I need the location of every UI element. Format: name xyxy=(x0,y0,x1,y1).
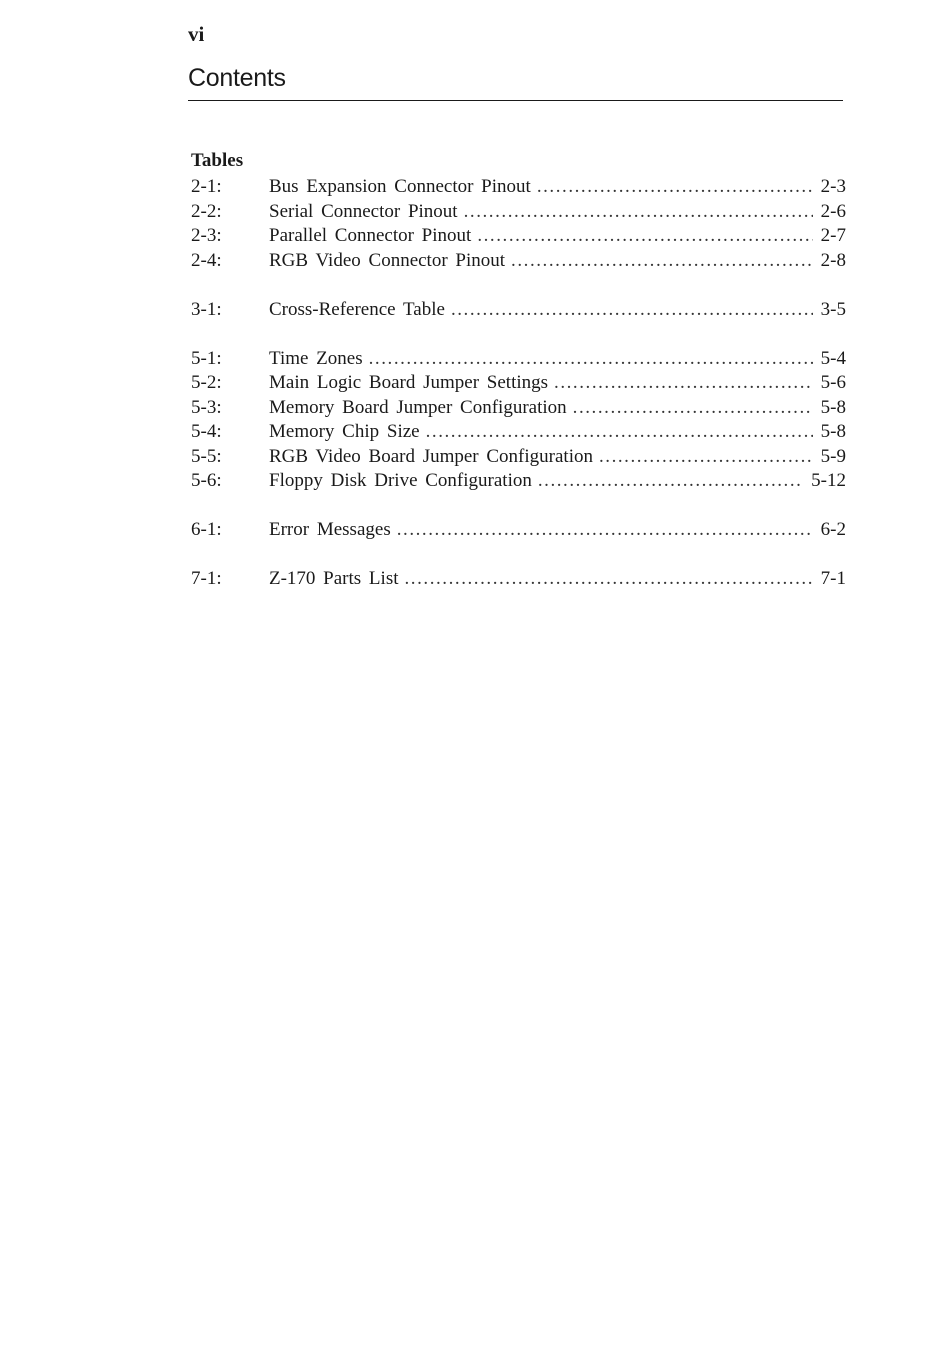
page-title: Contents xyxy=(188,64,286,92)
entry-page: 5-9 xyxy=(820,445,846,467)
entry-page: 6-2 xyxy=(820,519,846,540)
toc-entry-5-3[interactable] xyxy=(191,396,846,421)
entry-page: 5-8 xyxy=(820,396,846,418)
entry-number: 6-1: xyxy=(191,519,222,540)
entry-number: 5-3: xyxy=(191,396,222,418)
table-list xyxy=(191,175,846,592)
entry-number: 5-4: xyxy=(191,421,222,442)
entry-title: Parallel Connector Pinout xyxy=(269,225,472,246)
entry-title: RGB Video Connector Pinout xyxy=(269,249,506,271)
entry-number: 2-1: xyxy=(191,176,222,197)
toc-entry-3-1[interactable] xyxy=(191,298,846,323)
entry-title: Bus Expansion Connector Pinout xyxy=(269,176,531,197)
toc-entry-5-4[interactable] xyxy=(191,420,846,445)
dot-leader xyxy=(511,249,813,274)
entry-number: 5-6: xyxy=(191,470,222,491)
entry-page: 2-7 xyxy=(820,225,846,246)
entry-page: 5-4 xyxy=(820,347,846,369)
dot-leader xyxy=(405,567,813,592)
toc-entry-5-1[interactable] xyxy=(191,347,846,372)
entry-page: 2-3 xyxy=(820,176,846,197)
entry-page: 2-6 xyxy=(820,200,846,222)
entry-number: 3-1: xyxy=(191,298,222,320)
dot-leader xyxy=(369,347,813,372)
entry-page: 5-12 xyxy=(811,470,846,491)
toc-entry-2-1[interactable] xyxy=(191,175,846,200)
toc-entry-7-1[interactable] xyxy=(191,567,846,592)
entry-page: 3-5 xyxy=(820,298,846,320)
dot-leader xyxy=(451,298,813,323)
entry-title: Memory Chip Size xyxy=(269,421,420,442)
entry-page: 7-1 xyxy=(820,568,846,589)
dot-leader xyxy=(538,469,803,494)
toc-entry-2-3[interactable] xyxy=(191,224,846,249)
page-number: vi xyxy=(188,22,205,46)
entry-title: Z-170 Parts List xyxy=(269,568,399,589)
toc-entry-6-1[interactable] xyxy=(191,518,846,543)
entry-number: 5-5: xyxy=(191,445,222,467)
dot-leader xyxy=(537,175,813,200)
entry-number: 5-1: xyxy=(191,347,222,369)
entry-page: 5-8 xyxy=(820,421,846,442)
entry-number: 2-3: xyxy=(191,225,222,246)
dot-leader xyxy=(464,200,813,225)
entry-number: 7-1: xyxy=(191,568,222,589)
entry-title: Error Messages xyxy=(269,519,391,540)
dot-leader xyxy=(554,371,813,396)
entry-page: 2-8 xyxy=(820,249,846,271)
toc-entry-5-5[interactable] xyxy=(191,445,846,470)
entry-title: Time Zones xyxy=(269,347,363,369)
entry-title: RGB Video Board Jumper Configuration xyxy=(269,445,593,467)
toc-entry-5-2[interactable] xyxy=(191,371,846,396)
toc-entry-2-4[interactable] xyxy=(191,249,846,274)
dot-leader xyxy=(573,396,813,421)
entry-number: 5-2: xyxy=(191,372,222,393)
dot-leader xyxy=(426,420,813,445)
toc-entry-5-6[interactable] xyxy=(191,469,846,494)
entry-number: 2-4: xyxy=(191,249,222,271)
entry-title: Memory Board Jumper Configuration xyxy=(269,396,567,418)
entry-title: Floppy Disk Drive Configuration xyxy=(269,470,532,491)
entry-title: Cross-Reference Table xyxy=(269,298,445,320)
entry-title: Main Logic Board Jumper Settings xyxy=(269,372,549,393)
entry-page: 5-6 xyxy=(820,372,846,393)
header-divider xyxy=(188,100,843,101)
dot-leader xyxy=(599,445,813,470)
dot-leader xyxy=(477,224,812,249)
section-heading: Tables xyxy=(191,150,244,171)
entry-title: Serial Connector Pinout xyxy=(269,200,458,222)
dot-leader xyxy=(397,518,813,543)
toc-entry-2-2[interactable] xyxy=(191,200,846,225)
entry-number: 2-2: xyxy=(191,200,222,222)
